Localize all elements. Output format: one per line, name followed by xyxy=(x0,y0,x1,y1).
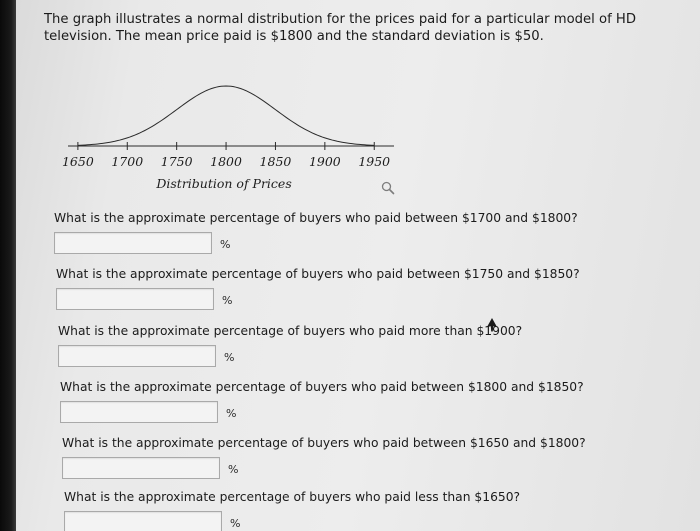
answer-input[interactable] xyxy=(60,401,218,423)
question-text: What is the approximate percentage of buyers who paid between $1800 and $1850? xyxy=(60,380,584,394)
question-block xyxy=(56,267,616,314)
percent-unit-label: % xyxy=(220,238,231,251)
question-text: What is the approximate percentage of buyers who paid more than $1900? xyxy=(58,324,523,338)
question-text: What is the approximate percentage of buyers who paid between $1650 and $1800? xyxy=(62,436,586,450)
x-tick-label-1650: 1650 xyxy=(61,154,94,169)
question-block xyxy=(62,436,622,483)
x-axis-tick-labels xyxy=(62,154,390,169)
x-tick-label-1900: 1900 xyxy=(308,154,341,169)
problem-statement: The graph illustrates a normal distribution for the prices paid for a particular model of HD television. The mean price paid is $1800 and the standard deviation is $50. xyxy=(44,12,636,44)
screen-bezel xyxy=(0,0,16,531)
percent-unit-label: % xyxy=(224,351,235,364)
x-tick-label-1800: 1800 xyxy=(210,154,242,169)
percent-unit-label: % xyxy=(228,463,239,476)
answer-input[interactable] xyxy=(54,232,212,254)
x-tick-label-1950: 1950 xyxy=(358,154,391,169)
answer-row xyxy=(64,511,624,531)
question-block xyxy=(54,211,614,258)
answer-input[interactable] xyxy=(64,511,222,531)
question-block xyxy=(60,380,620,427)
x-tick-label-1750: 1750 xyxy=(160,154,193,169)
question-block xyxy=(64,490,624,531)
question-block xyxy=(58,324,618,371)
answer-row xyxy=(54,232,614,258)
answer-row xyxy=(60,401,620,427)
answer-row xyxy=(62,457,622,483)
normal-curve xyxy=(78,86,374,145)
magnifier-icon[interactable] xyxy=(381,181,395,195)
question-text: What is the approximate percentage of buyers who paid between $1750 and $1850? xyxy=(56,267,580,281)
x-tick-label-1850: 1850 xyxy=(259,154,292,169)
x-axis-title: Distribution of Prices xyxy=(156,176,292,191)
answer-input[interactable] xyxy=(62,457,220,479)
answer-input[interactable] xyxy=(58,345,216,367)
answer-row xyxy=(58,345,618,371)
percent-unit-label: % xyxy=(222,294,233,307)
normal-distribution-chart xyxy=(60,72,400,194)
x-tick-label-1700: 1700 xyxy=(111,154,144,169)
question-text: What is the approximate percentage of buyers who paid between $1700 and $1800? xyxy=(54,211,578,225)
percent-unit-label: % xyxy=(230,517,241,530)
answer-input[interactable] xyxy=(56,288,214,310)
percent-unit-label: % xyxy=(226,407,237,420)
question-text: What is the approximate percentage of buyers who paid less than $1650? xyxy=(64,490,521,504)
answer-row xyxy=(56,288,616,314)
